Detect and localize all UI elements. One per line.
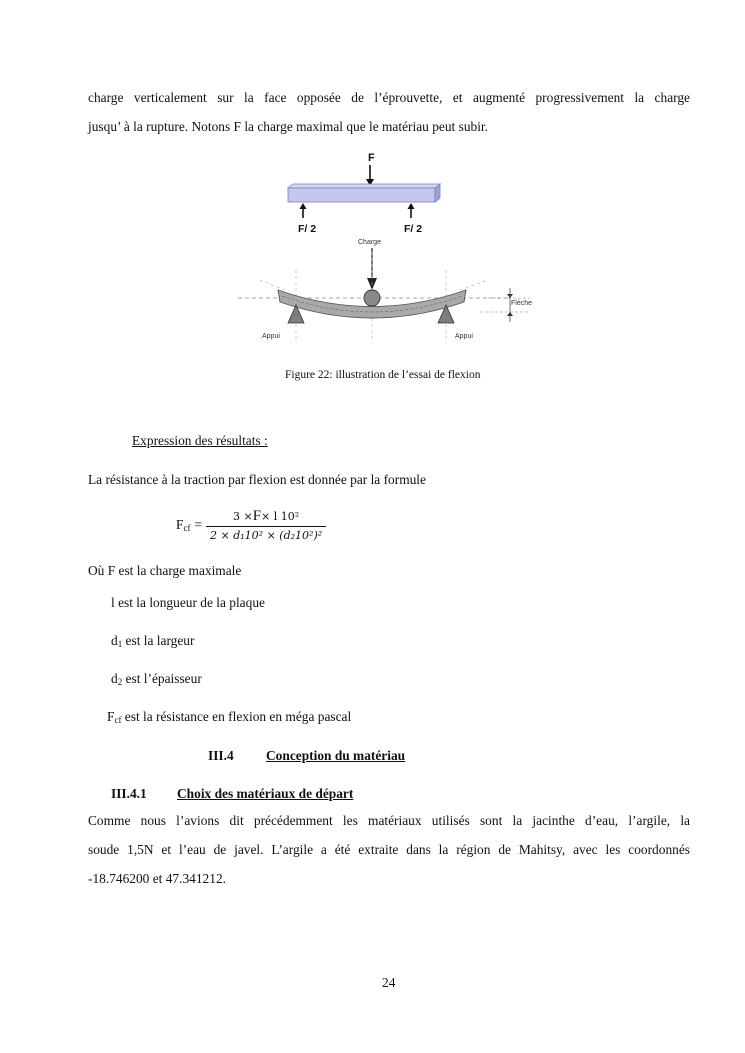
page-number: 24 — [382, 975, 396, 990]
subsection-number: III.4.1 — [111, 786, 147, 801]
formula-lhs: $F_{cf}$ — [176, 517, 191, 533]
right-reaction-label: F/ 2 — [404, 223, 423, 235]
fleche-label: Flèche — [511, 300, 533, 307]
charge-label: Charge — [358, 239, 381, 246]
def-resistance: $F_{cf}$ est la résistance en flexion en méga pascal — [107, 709, 352, 725]
subsection-title: Choix des matériaux de départ — [177, 786, 354, 801]
beam-top-face — [288, 184, 440, 188]
body-line-1: Comme nous l’avions dit précédemment les matériaux utilisés sont la jacinthe d’eau, l’argile, la — [88, 813, 690, 828]
def-width: $d_1$ est la largeur — [111, 633, 195, 649]
results-heading: Expression des résultats : — [132, 433, 268, 448]
intro-line-2: jusqu’ à la rupture. Notons F la charge maximal que le matériau peut subir. — [88, 119, 488, 134]
loading-roller — [364, 290, 380, 306]
formula — [176, 508, 326, 542]
beam — [288, 188, 435, 202]
section-number: III.4 — [208, 748, 234, 763]
bending-test-figure — [230, 148, 550, 348]
formula-denominator: 2 × d₁10² × (d₂10²)² — [210, 529, 323, 542]
appui-right-label: Appui — [455, 333, 473, 340]
formula-numerator: 3 ×F× l 10² — [206, 508, 326, 527]
def-thickness: $d_2$ est l’épaisseur — [111, 671, 202, 687]
force-f-label: F — [368, 152, 375, 164]
figure-caption: Figure 22: illustration de l’essai de flexion — [285, 369, 481, 381]
def-length: l est la longueur de la plaque — [111, 595, 265, 610]
left-reaction-label: F/ 2 — [298, 223, 317, 235]
formula-fraction — [206, 508, 326, 542]
intro-line-1: charge verticalement sur la face opposée de l’éprouvette, et augmenté progressivement la charge — [88, 90, 690, 105]
body-line-3: -18.746200 et 47.341212. — [88, 871, 226, 886]
appui-left-label: Appui — [262, 333, 280, 340]
section-title: Conception du matériau — [266, 748, 406, 763]
where-line: Où F est la charge maximale — [88, 563, 242, 578]
results-intro: La résistance à la traction par flexion est donnée par la formule — [88, 472, 426, 487]
body-line-2: soude 1,5N et l’eau de javel. L’argile a été extraite dans la région de Mahitsy, avec les coordonnés — [88, 842, 690, 857]
formula-equals: = — [194, 517, 203, 532]
